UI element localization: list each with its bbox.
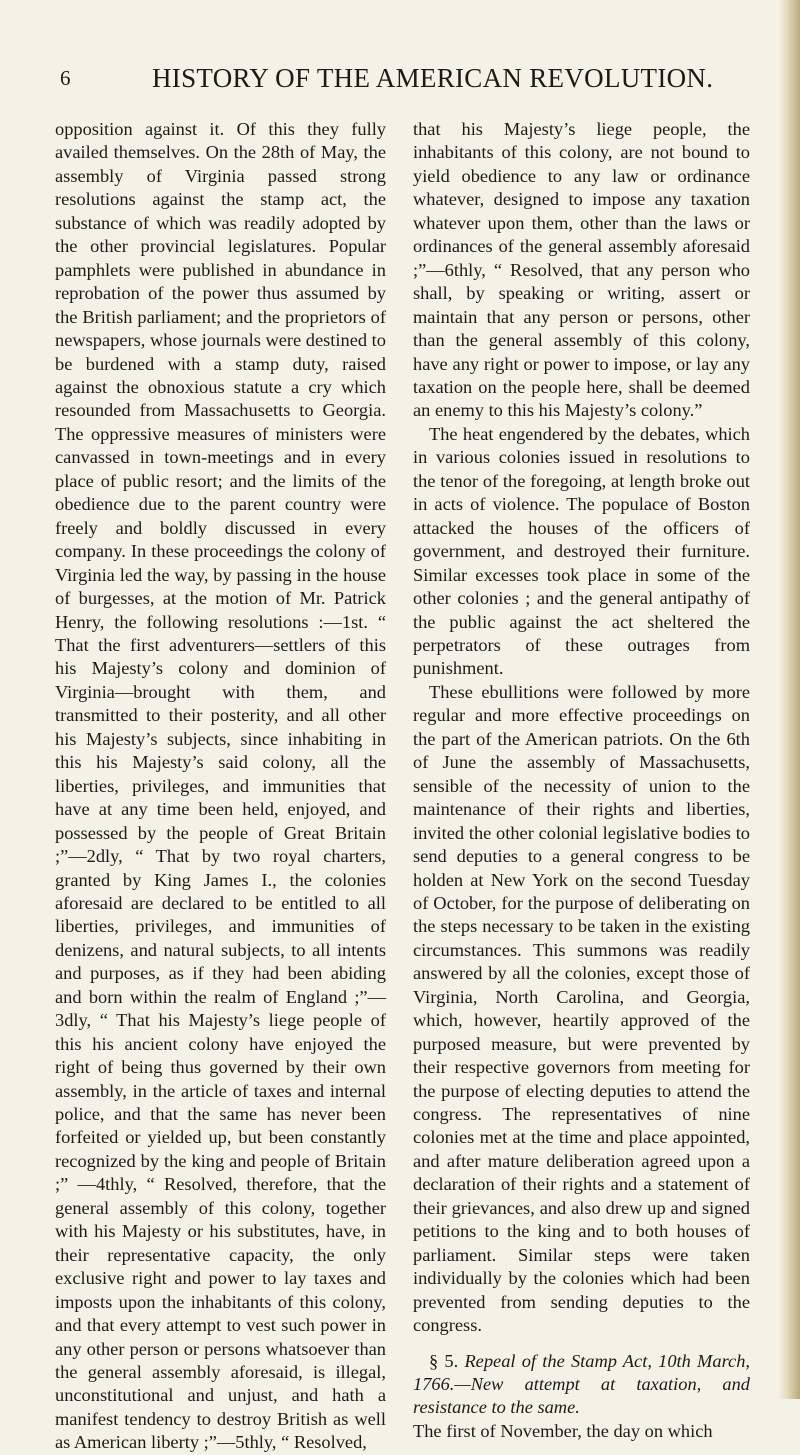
section-number: § 5. <box>429 1350 459 1371</box>
right-column <box>413 118 750 1443</box>
section-title: Repeal of the Stamp Act, 10th March, 1766.—New attempt at taxation, and resistance to the same. <box>413 1350 750 1418</box>
right-paragraph-2: The heat engendered by the debates, which in various colonies issued in resolutions to the tenor of the foregoing, at length broke out in acts of violence. The populace of Boston attacked the houses of the officers of government, and destroyed their furniture. Similar excesses took place in some of the other colonies ; and the general antipathy of the public against the act sheltered the perpetrators of these outrages from punishment. <box>413 423 750 679</box>
page-number: 6 <box>60 66 71 90</box>
page-header <box>60 58 750 98</box>
left-column <box>55 118 386 1455</box>
right-paragraph-1: that his Majesty’s liege people, the inhabitants of this colony, are not bound to yield obedience to any law or ordinance whatever, designed to impose any taxation whatever upon them, other than the laws or ordinances of the general assembly aforesaid ;”—6thly, “ Resolved, that any person who shall, by speaking or writing, assert or maintain that any person or persons, other than the general assembly of this colony, have any right or power to impose, or lay any taxation on the people here, shall be deemed an enemy to this his Majesty’s colony.” <box>413 119 750 421</box>
page-edge-shadow <box>778 0 800 1399</box>
left-paragraph-1: opposition against it. Of this they fully availed themselves. On the 28th of May, the assembly of Virginia passed strong resolutions against the stamp act, the substance of which was readily adopted by the other provincial legislatures. Popular pamphlets were published in abundance in reprobation of the power thus assumed by the British parliament; and the proprietors of newspapers, whose journals were destined to be burdened with a stamp duty, raised against the obnoxious statute a cry which resounded from Massachusetts to Georgia. The oppressive measures of ministers were canvassed in town-meetings and in every place of public resort; and the limits of the obedience due to the parent country were freely and boldly discussed in every company. In these proceedings the colony of Virginia led the way, by passing in the house of burgesses, at the motion of Mr. Patrick Henry, the following resolutions :—1st. “ That the first adventurers—settlers of this his Majesty’s colony and dominion of Virginia—brought with them, and transmitted to their posterity, and all other his Majesty’s subjects, since inhabiting in this his Majesty’s said colony, all the liberties, privileges, and immunities that have at any time been held, enjoyed, and possessed by the people of Great Britain ;”—2dly, “ That by two royal charters, granted by King James I., the colonies aforesaid are declared to be entitled to all liberties, privileges, and immunities of denizens, and natural subjects, to all intents and purposes, as if they had been abiding and born within the realm of England ;”—3dly, “ That his Majesty’s liege people of this his ancient colony have enjoyed the right of being thus governed by their own assembly, in the article of taxes and internal police, and that the same has never been forfeited or yielded up, but been constantly recognized by the king and people of Britain ;” —4thly, “ Resolved, therefore, that the general assembly of this colony, together with his Majesty or his substitutes, have, in their representative capacity, the only exclusive right and power to lay taxes and imposts upon the inhabitants of this colony, and that every attempt to vest such power in any other person or persons whatsoever than the general assembly aforesaid, is illegal, unconstitutional and unjust, and hath a manifest tendency to destroy British as well as American liberty ;”—5thly, “ Resolved, <box>55 119 386 1453</box>
running-head: HISTORY OF THE AMERICAN REVOLUTION. <box>152 63 714 93</box>
right-paragraph-4: The first of November, the day on which <box>413 1420 713 1441</box>
section-heading <box>413 1350 750 1420</box>
right-paragraph-3: These ebullitions were followed by more regular and more effective proceedings on the part of the American patriots. On the 6th of June the assembly of Massachusetts, sensible of the necessity of union to the maintenance of their rights and liberties, invited the other colonial legislative bodies to send deputies to a general congress to be holden at New York on the second Tuesday of October, for the purpose of deliberating on the steps necessary to be taken in the existing circumstances. This summons was readily answered by all the colonies, except those of Virginia, North Carolina, and Georgia, which, however, heartily approved of the purposed measure, but were prevented by their respective governors from meeting for the purpose of electing deputies to attend the congress. The representatives of nine colonies met at the time and place appointed, and after mature deliberation agreed upon a declaration of their rights and a statement of their grievances, and also drew up and signed petitions to the king and to both houses of parliament. Similar steps were taken individually by the colonies which had been prevented from sending deputies to the congress. <box>413 681 750 1336</box>
